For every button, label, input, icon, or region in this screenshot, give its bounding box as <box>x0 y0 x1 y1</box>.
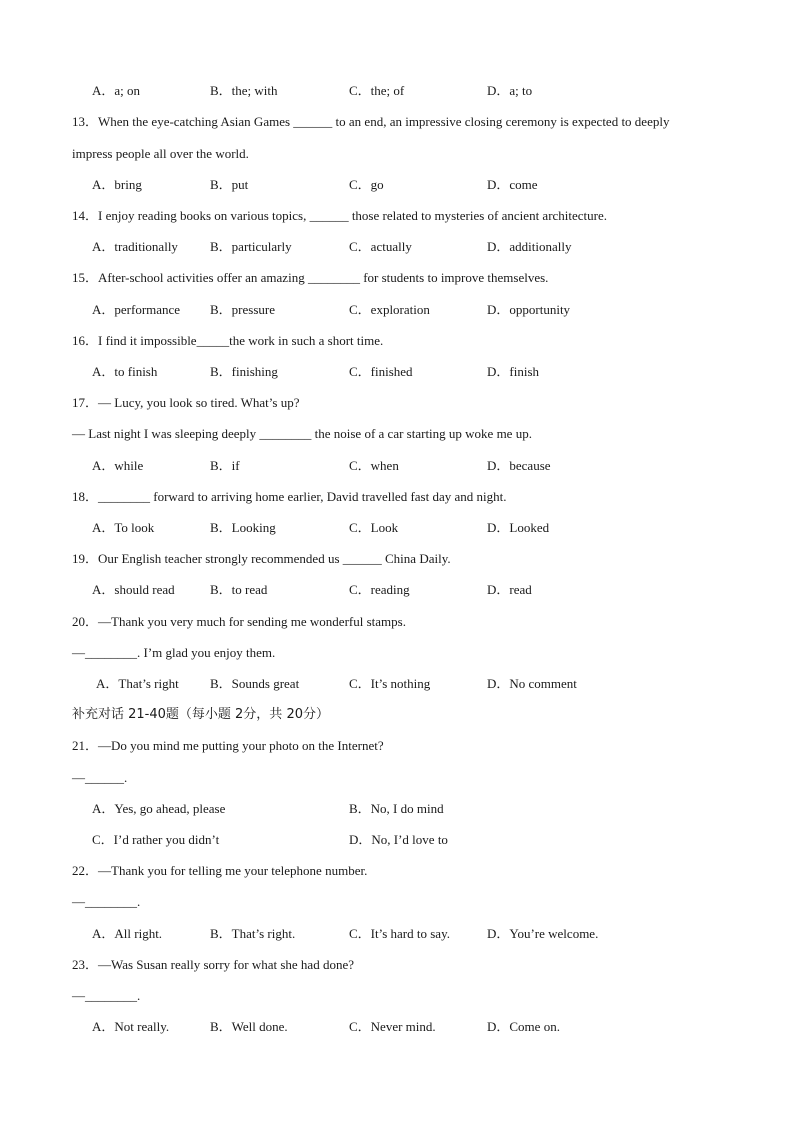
q22-option-b[interactable]: B．That’s right. <box>210 926 296 941</box>
q12-option-a[interactable]: A．a; on <box>92 83 141 98</box>
q18-option-d[interactable]: D．Looked <box>487 520 550 535</box>
q20-option-d[interactable]: D．No comment <box>487 676 577 691</box>
q17-stem-line-1: 17．— Lucy, you look so tired. What’s up? <box>72 395 300 410</box>
q21-option-a[interactable]: A．Yes, go ahead, please <box>92 801 226 816</box>
q22-stem-line-1: 22．—Thank you for telling me your telephone number. <box>72 863 368 878</box>
q14-option-a[interactable]: A．traditionally <box>92 239 178 254</box>
q21-option-c[interactable]: C．I’d rather you didn’t <box>92 832 220 847</box>
q20-option-a[interactable]: A．That’s right <box>96 676 179 691</box>
q17-option-a[interactable]: A．while <box>92 458 144 473</box>
q22-stem-line-2: —________. <box>72 894 141 909</box>
q19-option-d[interactable]: D．read <box>487 582 532 597</box>
q15-option-d[interactable]: D．opportunity <box>487 302 571 317</box>
q16-stem: 16．I find it impossible_____the work in such a short time. <box>72 333 384 348</box>
q14-option-c[interactable]: C．actually <box>349 239 412 254</box>
q20-option-c[interactable]: C．It’s nothing <box>349 676 431 691</box>
q13-stem-line-2: impress people all over the world. <box>72 146 249 161</box>
q22-option-a[interactable]: A．All right. <box>92 926 163 941</box>
q12-option-c[interactable]: C．the; of <box>349 83 405 98</box>
q13-stem-line-1: 13．When the eye-catching Asian Games ______ to an end, an impressive closing ceremony is expected to deeply <box>72 114 670 129</box>
q19-option-b[interactable]: B．to read <box>210 582 268 597</box>
q13-option-a[interactable]: A．bring <box>92 177 142 192</box>
q17-option-d[interactable]: D．because <box>487 458 551 473</box>
q21-option-d[interactable]: D．No, I’d love to <box>349 832 448 847</box>
q22-option-d[interactable]: D．You’re welcome. <box>487 926 599 941</box>
q23-option-d[interactable]: D．Come on. <box>487 1019 560 1034</box>
q19-stem: 19．Our English teacher strongly recommended us ______ China Daily. <box>72 551 451 566</box>
q14-stem: 14．I enjoy reading books on various topics, ______ those related to mysteries of ancient architecture. <box>72 208 608 223</box>
q21-option-b[interactable]: B．No, I do mind <box>349 801 444 816</box>
q23-option-a[interactable]: A．Not really. <box>92 1019 170 1034</box>
q20-option-b[interactable]: B．Sounds great <box>210 676 300 691</box>
q15-option-c[interactable]: C．exploration <box>349 302 430 317</box>
q15-option-a[interactable]: A．performance <box>92 302 181 317</box>
q21-stem-line-1: 21．—Do you mind me putting your photo on the Internet? <box>72 738 384 753</box>
q16-option-d[interactable]: D．finish <box>487 364 540 379</box>
q20-stem-line-1: 20．—Thank you very much for sending me wonderful stamps. <box>72 614 406 629</box>
q23-stem-line-2: —________. <box>72 988 141 1003</box>
q18-option-c[interactable]: C．Look <box>349 520 399 535</box>
q19-option-a[interactable]: A．should read <box>92 582 175 597</box>
q19-option-c[interactable]: C．reading <box>349 582 410 597</box>
q23-option-b[interactable]: B．Well done. <box>210 1019 288 1034</box>
q18-option-b[interactable]: B．Looking <box>210 520 276 535</box>
q17-option-b[interactable]: B．if <box>210 458 240 473</box>
q15-stem: 15．After-school activities offer an amazing ________ for students to improve themselves. <box>72 270 549 285</box>
q18-stem: 18．________ forward to arriving home earlier, David travelled fast day and night. <box>72 489 507 504</box>
q12-option-b[interactable]: B．the; with <box>210 83 278 98</box>
q16-option-b[interactable]: B．finishing <box>210 364 278 379</box>
q15-option-b[interactable]: B．pressure <box>210 302 275 317</box>
q16-option-a[interactable]: A．to finish <box>92 364 158 379</box>
q13-option-c[interactable]: C．go <box>349 177 384 192</box>
q13-option-d[interactable]: D．come <box>487 177 538 192</box>
q18-option-a[interactable]: A．To look <box>92 520 155 535</box>
q14-option-d[interactable]: D．additionally <box>487 239 572 254</box>
q17-stem-line-2: — Last night I was sleeping deeply ________ the noise of a car starting up woke me up. <box>72 426 532 441</box>
section-title: 补充对话 21-40题（每小题 2分，共 20分） <box>72 707 329 722</box>
q21-stem-line-2: —______. <box>72 770 128 785</box>
q22-option-c[interactable]: C．It’s hard to say. <box>349 926 450 941</box>
q23-stem-line-1: 23．—Was Susan really sorry for what she had done? <box>72 957 354 972</box>
q13-option-b[interactable]: B．put <box>210 177 249 192</box>
q12-option-d[interactable]: D．a; to <box>487 83 533 98</box>
q23-option-c[interactable]: C．Never mind. <box>349 1019 436 1034</box>
q17-option-c[interactable]: C．when <box>349 458 399 473</box>
q16-option-c[interactable]: C．finished <box>349 364 413 379</box>
q14-option-b[interactable]: B．particularly <box>210 239 292 254</box>
q20-stem-line-2: —________. I’m glad you enjoy them. <box>72 645 276 660</box>
